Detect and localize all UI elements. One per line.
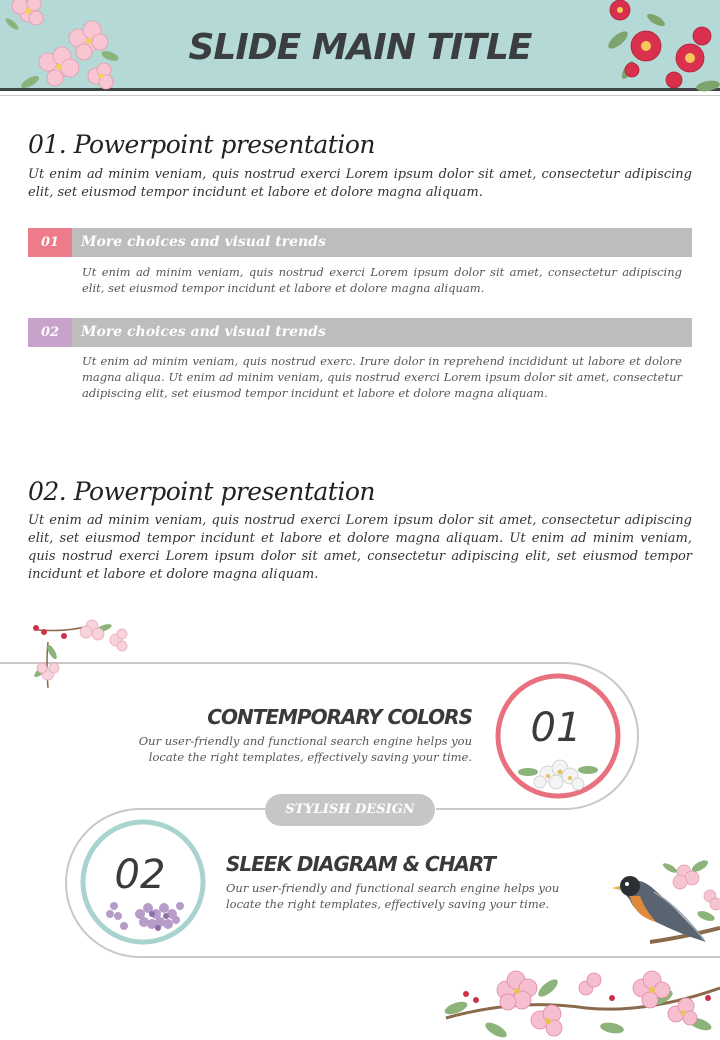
step-number-01: 01 [530,705,582,751]
header-divider-thin [0,95,720,96]
item-label: More choices and visual trends [81,324,326,340]
cherry-blossom-icon [436,958,720,1040]
item-label: More choices and visual trends [81,234,326,250]
section2-heading: 02. Powerpoint presentation [28,477,375,506]
item-body: Ut enim ad minim veniam, quis nostrud exerci Lorem ipsum dolor sit amet, consectetur adipiscing elit, set eiusmod tempor incidunt et labore et dolore magna aliquam. [82,265,682,295]
item-number-badge: 02 [28,318,72,347]
robin-bird-icon [610,852,720,952]
contemporary-colors-title: CONTEMPORARY COLORS [207,705,472,729]
cherry-blossom-icon [28,612,134,696]
section1-body: Ut enim ad minim veniam, quis nostrud exerci Lorem ipsum dolor sit amet, consectetur adipiscing elit, set eiusmod tempor incidunt et labore et dolore magna aliquam. [28,167,692,200]
sleek-diagram-title: SLEEK DIAGRAM & CHART [226,852,496,876]
sleek-diagram-desc: Our user-friendly and functional search engine helps you locate the right templates, effectively saving your time. [226,881,560,911]
contemporary-colors-desc: Our user-friendly and functional search engine helps you locate the right templates, effectively saving your time. [138,734,472,764]
cherry-blossom-icon [514,748,602,796]
item-number-badge: 01 [28,228,72,257]
stylish-design-label: STYLISH DESIGN [265,794,435,826]
page-title: SLIDE MAIN TITLE [188,27,532,68]
list-item-bar [28,228,692,257]
list-item-bar [28,318,692,347]
step-number-02: 02 [114,852,166,898]
section1-heading: 01. Powerpoint presentation [28,130,375,159]
section2-body: Ut enim ad minim veniam, quis nostrud exerci Lorem ipsum dolor sit amet, consectetur adipiscing elit, set eiusmod tempor incidunt et labore et dolore magna aliquam. Ut enim ad minim veniam, quis nostrud exerci Lorem ipsum dolor sit amet, consectetur adipiscing elit, set eiusmod tempor incidunt et labore et dolore magna aliquam. [28,513,692,582]
item-body: Ut enim ad minim veniam, quis nostrud exerc. Irure dolor in reprehend incididunt ut labore et dolore magna aliqua. Ut enim ad minim veniam, quis nostrud exerci Lorem ipsum dolor sit amet, consectetur adipiscing elit, set eiusmod tempor incidunt et labore et dolore magna aliquam. [82,354,682,400]
